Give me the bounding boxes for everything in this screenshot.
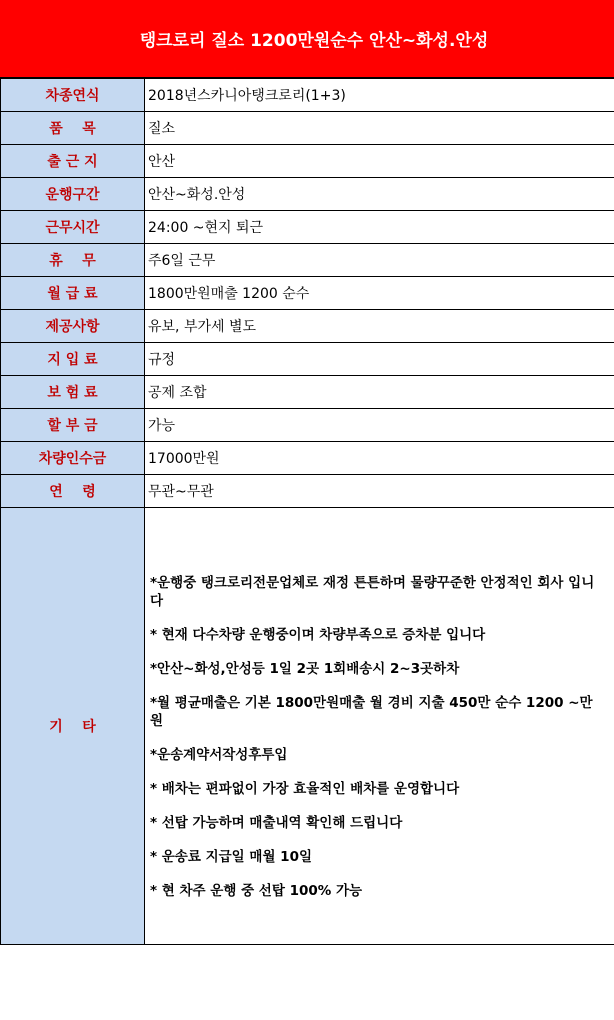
row-value: 안산 (145, 145, 614, 178)
table-row (1, 475, 614, 508)
etc-item: * 현 차주 운행 중 선탑 100% 가능 (150, 883, 363, 899)
etc-item: *운송계약서작성후투입 (150, 747, 288, 763)
info-table (0, 78, 614, 945)
row-value: 24:00 ~현지 퇴근 (145, 211, 614, 244)
row-label: 근무시간 (1, 211, 145, 244)
row-value: 1800만원매출 1200 순수 (145, 277, 614, 310)
table-row (1, 145, 614, 178)
etc-item: * 운송료 지급일 매월 10일 (150, 849, 313, 865)
table-row (1, 244, 614, 277)
row-value: 무관~무관 (145, 475, 614, 508)
row-label: 제공사항 (1, 310, 145, 343)
row-label: 운행구간 (1, 178, 145, 211)
row-label: 차종연식 (1, 79, 145, 112)
row-value: 규정 (145, 343, 614, 376)
row-label: 차량인수금 (1, 442, 145, 475)
row-label: 지 입 료 (1, 343, 145, 376)
etc-item: *운행중 탱크로리전문업체로 재정 튼튼하며 물량꾸준한 안정적인 회사 입니다 (150, 575, 595, 609)
row-label: 연 령 (1, 475, 145, 508)
row-value: 가능 (145, 409, 614, 442)
row-value: 안산~화성.안성 (145, 178, 614, 211)
row-value: 17000만원 (145, 442, 614, 475)
table-row (1, 310, 614, 343)
etc-label: 기 타 (1, 508, 145, 945)
row-label: 휴 무 (1, 244, 145, 277)
row-value: 주6일 근무 (145, 244, 614, 277)
etc-item: *안산~화성,안성등 1일 2곳 1회배송시 2~3곳하차 (150, 661, 460, 677)
etc-item: * 선탑 가능하며 매출내역 확인해 드립니다 (150, 815, 403, 831)
table-row (1, 442, 614, 475)
row-label: 출 근 지 (1, 145, 145, 178)
table-row (1, 178, 614, 211)
etc-item: * 현재 다수차량 운행중이며 차량부족으로 증차분 입니다 (150, 627, 486, 643)
row-label: 할 부 금 (1, 409, 145, 442)
row-value: 공제 조합 (145, 376, 614, 409)
row-value: 질소 (145, 112, 614, 145)
etc-row (1, 508, 614, 945)
title-bar (0, 0, 614, 78)
table-row (1, 211, 614, 244)
row-label: 월 급 료 (1, 277, 145, 310)
etc-value (145, 508, 614, 945)
table-row (1, 277, 614, 310)
table-row (1, 343, 614, 376)
etc-item: * 배차는 편파없이 가장 효율적인 배차를 운영합니다 (150, 781, 460, 797)
etc-list (148, 536, 614, 900)
table-row (1, 79, 614, 112)
row-value: 2018년스카니아탱크로리(1+3) (145, 79, 614, 112)
row-value: 유보, 부가세 별도 (145, 310, 614, 343)
table-row (1, 112, 614, 145)
row-label: 보 험 료 (1, 376, 145, 409)
table-row (1, 409, 614, 442)
page-title: 탱크로리 질소 1200만원순수 안산~화성.안성 (139, 31, 489, 51)
table-row (1, 376, 614, 409)
etc-item: *월 평균매출은 기본 1800만원매출 월 경비 지출 450만 순수 1200 ~만원 (150, 695, 593, 729)
row-label: 품 목 (1, 112, 145, 145)
